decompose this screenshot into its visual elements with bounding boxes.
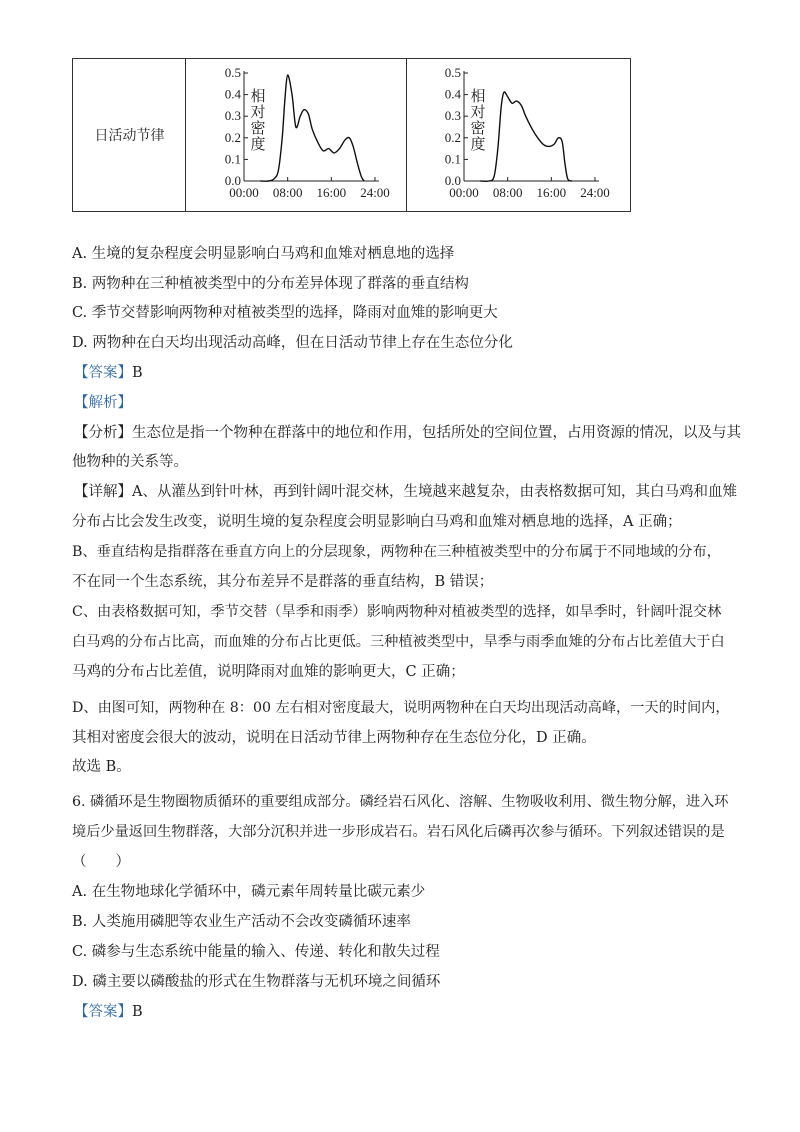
option-c: C. 季节交替影响两物种对植被类型的选择，降雨对血雉的影响更大: [72, 305, 498, 321]
y-tick-label: 0.2: [224, 129, 241, 145]
x-tick-label: 00:00: [449, 185, 479, 200]
x-tick-label: 00:00: [229, 185, 259, 200]
analysis-line: [74, 423, 741, 443]
density-series-line-2: [480, 92, 572, 181]
y-tick-label: 0.2: [444, 129, 461, 145]
line-chart-2: [431, 63, 627, 209]
answer-value: B: [132, 365, 143, 381]
y-axis-label-char: 密: [250, 119, 266, 137]
option-a: A. 生境的复杂程度会明显影响白马鸡和血雉对栖息地的选择: [72, 246, 455, 262]
y-tick-label: 0.5: [224, 65, 241, 80]
y-tick-label: 0.1: [444, 151, 461, 167]
q6-option-c: C. 磷参与生态系统中能量的输入、传递、转化和散失过程: [72, 944, 440, 960]
x-tick-label: 24:00: [360, 185, 390, 200]
y-tick-label: 0.3: [224, 108, 241, 124]
row-label: 日活动节律: [94, 128, 165, 144]
y-tick-label: 0.3: [444, 108, 461, 124]
analysis-heading: 【解析】: [74, 395, 132, 411]
y-tick-label: 0.1: [224, 151, 241, 167]
y-axis-label-char: 度: [250, 135, 266, 153]
y-tick-label: 0.0: [444, 173, 461, 188]
detail-line-4: 不在同一个生态系统，其分布差异不是群落的垂直结构，B 错误；: [72, 574, 494, 590]
chart-white-eared-pheasant: [211, 63, 401, 213]
detail-line-2: 分布占比会发生改变，说明生境的复杂程度会明显影响白马鸡和血雉对栖息地的选择，A 正确；: [72, 514, 682, 530]
x-tick-label: 08:00: [492, 185, 523, 200]
x-tick-label: 08:00: [272, 185, 303, 200]
analysis-text: 生态位是指一个物种在群落中的地位和作用，包括所处的空间位置，占用资源的情况，以及与其: [132, 425, 741, 441]
y-tick-label: 0.4: [224, 86, 241, 102]
analysis-tag: 【分析】: [74, 425, 132, 441]
q6-option-d: D. 磷主要以磷酸盐的形式在生物群落与无机环境之间循环: [72, 974, 441, 990]
chart-blood-pheasant: [431, 63, 627, 213]
detail-line: [74, 482, 737, 502]
y-tick-label: 0.4: [444, 86, 461, 102]
y-axis-label-char: 密: [470, 119, 486, 137]
x-tick-label: 24:00: [580, 185, 610, 200]
answer-line: [74, 363, 143, 383]
detail-tag: 【详解】: [74, 484, 132, 500]
option-b: B. 两物种在三种植被类型中的分布差异体现了群落的垂直结构: [72, 276, 469, 292]
y-axis-label-char: 度: [470, 135, 486, 153]
y-tick-label: 0.5: [444, 65, 461, 80]
x-tick-label: 16:00: [316, 185, 347, 200]
q6-option-a: A. 在生物地球化学循环中，磷元素年周转量比碳元素少: [72, 884, 426, 900]
answer-tag: 【答案】: [74, 1004, 132, 1020]
q6-option-b: B. 人类施用磷肥等农业生产活动不会改变磷循环速率: [72, 914, 411, 930]
line-chart-1: [211, 63, 401, 209]
density-series-line-1: [260, 75, 364, 181]
detail-line-9: 其相对密度会很大的波动，说明在日活动节律上两物种存在生态位分化，D 正确。: [72, 730, 596, 746]
y-axis-label-char: 对: [470, 103, 486, 121]
table-divider: [406, 59, 407, 211]
y-axis-label-char: 相: [250, 87, 266, 105]
detail-line-3: B、垂直结构是指群落在垂直方向上的分层现象，两物种在三种植被类型中的分布属于不同地域的分布，: [72, 544, 721, 560]
answer-value: B: [132, 1004, 143, 1020]
answer-tag: 【答案】: [74, 365, 132, 381]
detail-line-8: D、由图可知，两物种在 8：00 左右相对密度最大，说明两物种在白天均出现活动高峰，一天的时间内，: [72, 700, 730, 716]
q6-stem-1: 6. 磷循环是生物圈物质循环的重要组成部分。磷经岩石风化、溶解、生物吸收利用、微生物分解，进入环: [72, 794, 729, 810]
analysis-line-2: 他物种的关系等。: [72, 454, 188, 470]
detail-text: A、从灌丛到针叶林，再到针阔叶混交林，生境越来越复杂，由表格数据可知，其白马鸡和血雉: [132, 484, 737, 500]
q6-stem-3: （ ）: [72, 854, 130, 870]
y-tick-label: 0.0: [224, 173, 241, 188]
detail-line-7: 马鸡的分布占比差值，说明降雨对血雉的影响更大，C 正确；: [72, 664, 465, 680]
activity-rhythm-table: [72, 58, 631, 212]
y-axis-label-char: 相: [470, 87, 486, 105]
option-d: D. 两物种在白天均出现活动高峰，但在日活动节律上存在生态位分化: [72, 335, 513, 351]
q6-stem-2: 境后少量返回生物群落，大部分沉积并进一步形成岩石。岩石风化后磷再次参与循环。下列叙述错误的是: [72, 824, 725, 840]
detail-line-10: 故选 B。: [72, 759, 131, 775]
detail-line-5: C、由表格数据可知，季节交替（旱季和雨季）影响两物种对植被类型的选择，如旱季时，针阔叶混交林: [72, 604, 722, 620]
x-tick-label: 16:00: [536, 185, 567, 200]
answer-line-2: [74, 1002, 143, 1022]
detail-line-6: 白马鸡的分布占比高，而血雉的分布占比更低。三种植被类型中，旱季与雨季血雉的分布占比差值大于白: [72, 634, 725, 650]
y-axis-label-char: 对: [250, 103, 266, 121]
